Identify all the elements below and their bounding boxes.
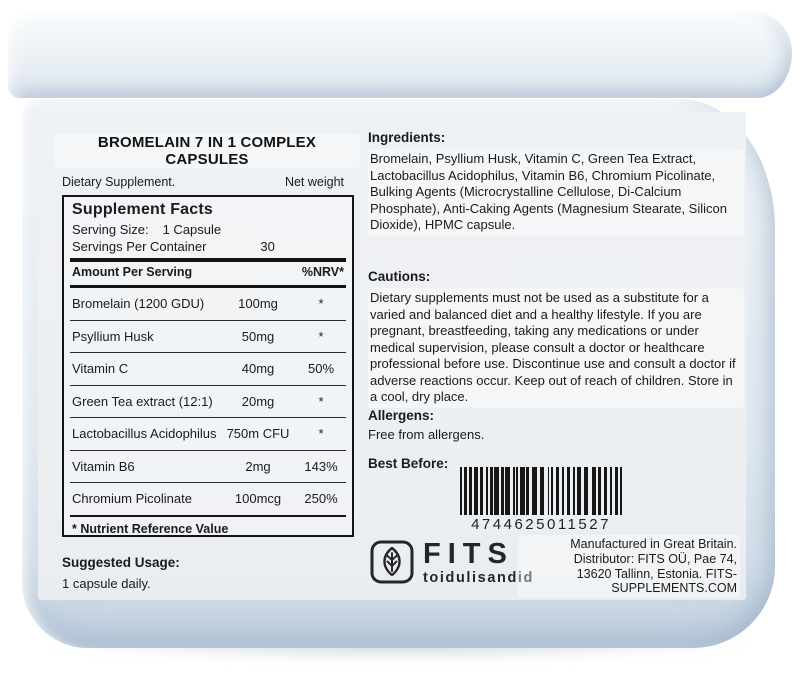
nutrient-nrv: * (318, 426, 324, 442)
tub-lid (8, 10, 792, 98)
suggested-usage-label: Suggested Usage: (62, 555, 180, 570)
barcode-number: 4744625011527 (471, 516, 611, 533)
distributor-line: Distributor: FITS OÜ, Pae 74, (573, 551, 737, 566)
nutrient-row (70, 418, 346, 451)
nutrient-row (70, 288, 346, 321)
nutrient-amount: 100mcg (234, 491, 282, 507)
allergens-label: Allergens: (368, 408, 435, 423)
nutrient-name: Psyllium Husk (72, 328, 154, 344)
nutrient-nrv: 143% (304, 458, 338, 474)
nutrient-name: Vitamin C (72, 361, 129, 377)
nutrient-amount: 20mg (241, 393, 275, 409)
brand-tagline: toidulisandid (423, 570, 535, 586)
amount-per-serving-header: Amount Per Serving (72, 265, 193, 279)
servings-label: Servings Per Container (72, 239, 207, 254)
nutrient-row (70, 483, 346, 515)
cautions-text: Dietary supplements must not be used as a substitute for a varied and balanced diet and a healthy lifestyle. If you are pregnant, breastfeeding, taking any medications or under medical supervision, please consult a doctor or healthcare professional before use. Discontinue use and consult a doctor if adverse reactions occur. Keep out of reach of children. Store in a cool, dry place. (368, 288, 744, 408)
nutrient-amount: 100mg (238, 296, 278, 312)
product-title-line1: BROMELAIN 7 IN 1 COMPLEX (97, 134, 317, 151)
product-title (54, 134, 360, 168)
nutrient-nrv: 50% (307, 361, 335, 377)
servings-row (70, 238, 346, 255)
product-title-line2: CAPSULES (165, 151, 249, 168)
suggested-usage-text: 1 capsule daily. (62, 576, 151, 591)
supplement-facts-box (62, 195, 354, 537)
distributor-line: 13620 Tallinn, Estonia. FITS- (576, 566, 737, 581)
nutrient-name: Chromium Picolinate (72, 491, 192, 507)
nutrient-nrv: * (318, 393, 324, 409)
nutrient-name: Green Tea extract (12:1) (72, 393, 213, 409)
allergens-text: Free from allergens. (368, 427, 485, 442)
supplement-facts-title: Supplement Facts (72, 201, 214, 218)
nutrient-nrv: 250% (304, 491, 338, 507)
nutrient-name: Bromelain (1200 GDU) (72, 296, 205, 312)
cautions-label: Cautions: (368, 269, 431, 284)
nutrient-amount: 50mg (241, 328, 275, 344)
nutrient-name: Vitamin B6 (72, 458, 135, 474)
table-header-row (70, 262, 346, 282)
nutrient-name: Lactobacillus Acidophilus (72, 426, 217, 442)
distributor-line: SUPPLEMENTS.COM (611, 581, 737, 596)
nutrient-nrv: * (318, 296, 324, 312)
nutrient-row (70, 353, 346, 386)
nutrient-table (70, 288, 346, 515)
barcode-bar (620, 467, 623, 515)
brand-name: FITS (423, 538, 514, 570)
ingredients-label: Ingredients: (368, 130, 446, 145)
best-before-label: Best Before: (368, 456, 449, 471)
brand-logo (370, 540, 534, 586)
dietary-supplement-text: Dietary Supplement. (62, 175, 176, 189)
barcode (452, 467, 630, 515)
distributor-text (518, 535, 740, 598)
nutrient-row (70, 386, 346, 419)
nutrient-amount: 750m CFU (226, 426, 290, 442)
ingredients-text: Bromelain, Psyllium Husk, Vitamin C, Green Tea Extract, Lactobacillus Acidophilus, Vitamin B6, Chromium Picolinate, Bulking Agents (Microcrystalline Cellulose, Di-Calcium Phosphate), Anti-Caking Agents (Magnesium Stearate, Silicon Dioxide), HPMC capsule. (368, 149, 744, 236)
net-weight-text: Net weight (284, 175, 344, 189)
serving-size-value: 1 Capsule (162, 222, 222, 237)
nrv-header: %NRV* (301, 265, 344, 279)
servings-value: 30 (260, 239, 275, 254)
nutrient-amount: 40mg (241, 361, 275, 377)
nutrient-amount: 2mg (245, 458, 271, 474)
meta-row (62, 175, 344, 189)
label-right-column (368, 112, 746, 600)
nrv-footnote: * Nutrient Reference Value (72, 521, 229, 536)
label-left-column (54, 112, 360, 600)
nutrient-nrv: * (318, 328, 324, 344)
distributor-line: Manufactured in Great Britain. (570, 537, 737, 551)
product-label (38, 112, 746, 600)
nutrient-row (70, 321, 346, 354)
serving-size-label: Serving Size: (72, 222, 149, 237)
nutrient-row (70, 451, 346, 484)
serving-size-row (70, 221, 346, 238)
leaf-icon (370, 540, 414, 584)
